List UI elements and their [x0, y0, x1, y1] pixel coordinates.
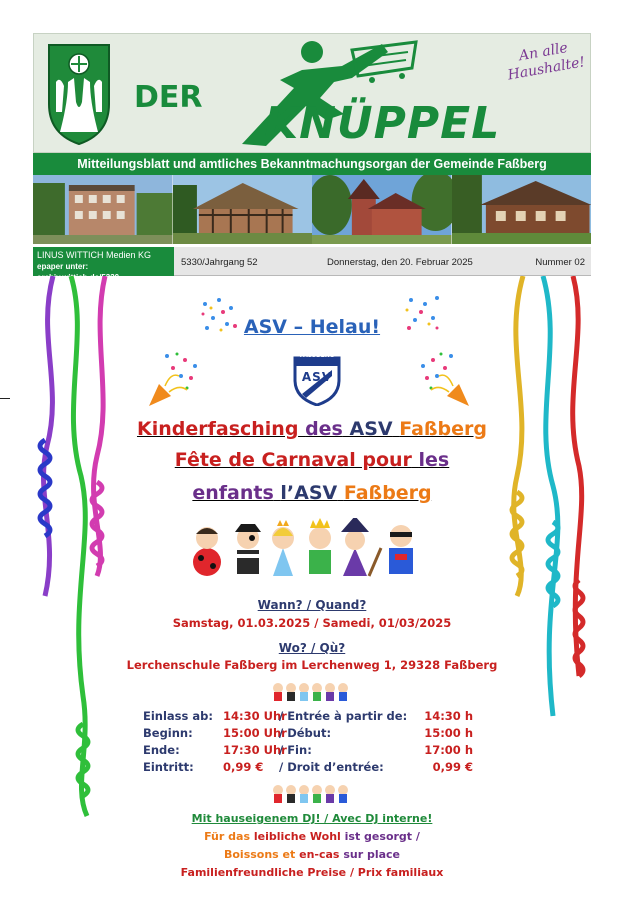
food-text-2: leibliche Wohl: [253, 830, 341, 843]
heading-german: [33, 413, 591, 445]
kids-row-bottom-icon: [271, 782, 351, 804]
heading-french-part-1: Fête de Carnaval pour: [174, 449, 412, 471]
heading-german-part-4: Faßberg: [399, 418, 488, 440]
schedule-row: [143, 759, 473, 776]
subtitle-bar: Mitteilungsblatt und amtliches Bekanntmachungsorgan der Gemeinde Faßberg: [33, 153, 591, 175]
event-title: ASV – Helau!: [243, 316, 381, 338]
where-label: Wo? / Qù?: [278, 641, 346, 655]
schedule-value: 15:00 Uhr: [223, 726, 287, 740]
schedule-value-fr: 17:00 h: [424, 743, 473, 757]
schedule-value: 0,99 €: [223, 760, 264, 774]
event-poster: [33, 276, 591, 894]
schedule-row: [143, 708, 473, 725]
asv-logo-caption: FASSBERG: [299, 352, 335, 359]
title-main: KNÜPPEL: [264, 98, 501, 149]
child-ladybug-icon: [193, 527, 221, 576]
heading-french-part-3: enfants: [192, 482, 274, 504]
schedule-label-fr: / Début:: [279, 726, 332, 740]
publisher-box: [33, 247, 174, 282]
schedule-label-fr: / Fin:: [279, 743, 312, 757]
when-label: Wann? / Quand?: [257, 598, 367, 612]
schedule-label: Eintritt:: [143, 760, 194, 774]
child-princess-icon: [272, 520, 294, 576]
party-popper-right-icon: [417, 348, 475, 410]
margin-mark: [0, 398, 10, 399]
schedule-value-fr: 0,99 €: [432, 760, 473, 774]
food-text-5: en-cas: [299, 848, 340, 861]
issue-date: Donnerstag, den 20. Februar 2025: [327, 257, 473, 268]
schedule-label-fr: / Droit d’entrée:: [279, 760, 384, 774]
schedule-row: [143, 725, 473, 742]
food-line-1: [33, 830, 591, 843]
schedule-value: 14:30 Uhr: [223, 709, 287, 723]
photo-church: [312, 175, 452, 244]
heading-french-part-4: l’ASV: [280, 482, 338, 504]
schedule-label: Beginn:: [143, 726, 193, 740]
issue-number: Nummer 02: [535, 257, 585, 268]
costumed-children-illustration: [185, 518, 435, 580]
asv-logo-letters: ASV: [301, 370, 333, 384]
schedule-value-fr: 15:00 h: [424, 726, 473, 740]
schedule-table: [143, 708, 473, 776]
photo-strip: [33, 175, 591, 244]
heading-french-line-1: [33, 444, 591, 476]
schedule-label: Einlass ab:: [143, 709, 213, 723]
food-text-3: ist gesorgt /: [344, 830, 420, 843]
issue-info-bar: [33, 247, 591, 282]
where-value: Lerchenschule Faßberg im Lerchenweg 1, 29328 Faßberg: [126, 658, 498, 672]
schedule-row: [143, 742, 473, 759]
masthead: [33, 33, 591, 153]
heading-german-part-1: Kinderfasching: [136, 418, 299, 440]
schedule-value-fr: 14:30 h: [424, 709, 473, 723]
heading-french-part-2: les: [418, 449, 450, 471]
party-popper-left-icon: [143, 348, 201, 410]
coat-of-arms-icon: [46, 42, 112, 146]
child-superhero-icon: [389, 525, 413, 574]
when-value: Samstag, 01.03.2025 / Samedi, 01/03/2025: [172, 616, 452, 630]
heading-french-line-2: [33, 477, 591, 509]
child-king-icon: [309, 518, 331, 574]
schedule-label: Ende:: [143, 743, 180, 757]
schedule-value: 17:30 Uhr: [223, 743, 287, 757]
dj-note: Mit hauseigenem DJ! / Avec DJ interne!: [191, 812, 433, 825]
asv-logo: [292, 350, 342, 406]
heading-german-part-2: des: [305, 418, 343, 440]
food-text-6: sur place: [343, 848, 401, 861]
child-pirate-icon: [235, 524, 261, 574]
tagline: An alle Haushalte!: [506, 39, 587, 84]
kids-row-top-icon: [271, 680, 351, 702]
food-line-2: [33, 848, 591, 861]
child-witch-icon: [341, 518, 381, 576]
photo-timber-house: [452, 175, 592, 244]
food-text-4: Boissons et: [223, 848, 296, 861]
heading-french-part-5: Faßberg: [343, 482, 432, 504]
schedule-label-fr: / Entrée à partir de:: [279, 709, 408, 723]
prices-note: Familienfreundliche Preise / Prix familiaux: [180, 866, 444, 879]
food-text-1: Für das: [204, 830, 250, 843]
heading-german-part-3: ASV: [349, 418, 393, 440]
issue-volume: 5330/Jahrgang 52: [181, 257, 258, 268]
photo-farmhouse: [173, 175, 313, 244]
publisher-name: LINUS WITTICH Medien KG: [37, 250, 152, 260]
photo-school: [33, 175, 173, 244]
epaper-link[interactable]: epaper unter: archiv.wittich.de/5330: [37, 262, 120, 282]
title-prefix: DER: [134, 80, 203, 115]
